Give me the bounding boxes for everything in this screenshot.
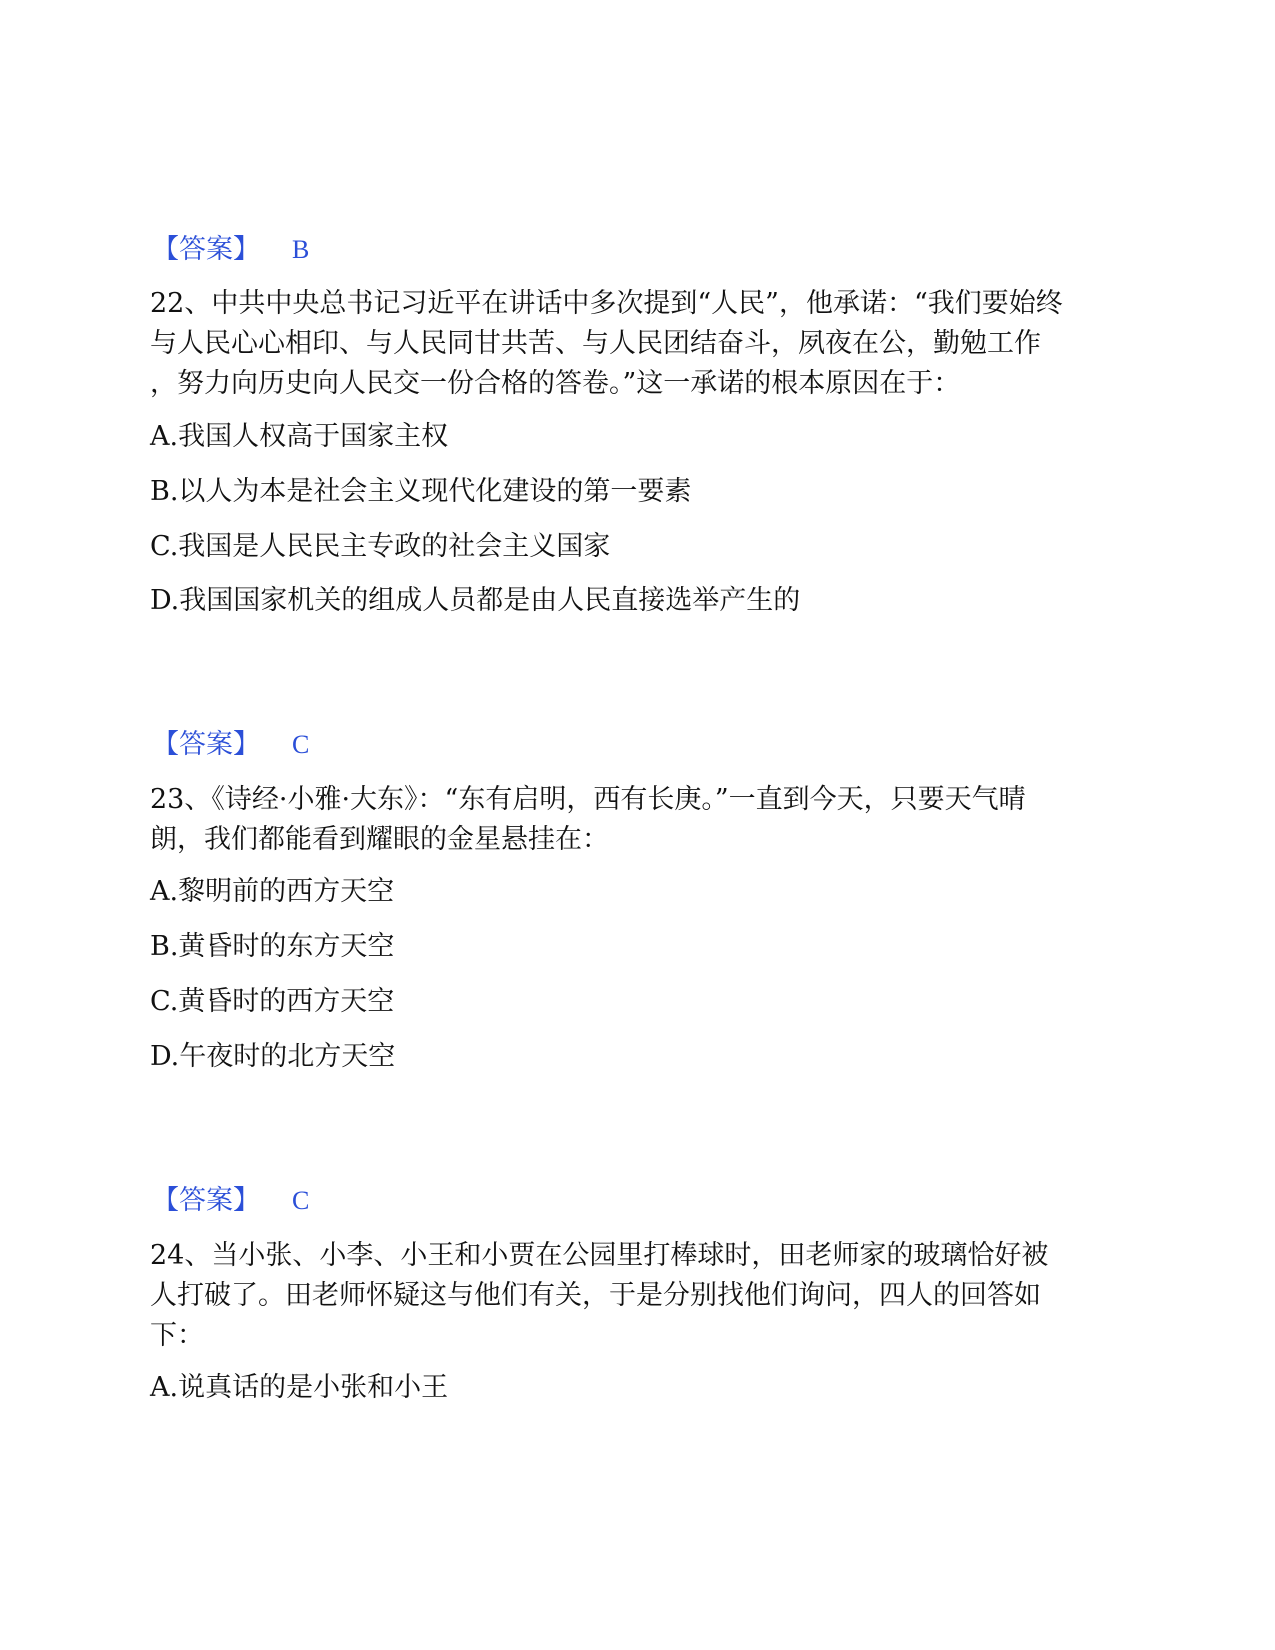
answer-label: 【答案】 bbox=[152, 729, 260, 760]
question-line: 朗，我们都能看到耀眼的金星悬挂在： bbox=[150, 824, 609, 855]
question-23-option-b: B.黄昏时的东方天空 bbox=[150, 931, 395, 962]
question-22-option-c: C.我国是人民民主专政的社会主义国家 bbox=[150, 531, 611, 562]
answer-line-q21 bbox=[152, 230, 309, 270]
question-24-option-a: A.说真话的是小张和小王 bbox=[150, 1372, 449, 1403]
answer-line-q22 bbox=[152, 725, 309, 765]
question-22-option-a: A.我国人权高于国家主权 bbox=[150, 421, 449, 452]
answer-value: C bbox=[292, 730, 310, 759]
question-22-option-d: D.我国国家机关的组成人员都是由人民直接选举产生的 bbox=[150, 585, 801, 616]
answer-line-q23 bbox=[152, 1181, 309, 1221]
answer-value: C bbox=[292, 1186, 310, 1215]
answer-value: B bbox=[292, 235, 310, 264]
answer-label: 【答案】 bbox=[152, 234, 260, 265]
question-line: ，努力向历史向人民交一份合格的答卷。”这一承诺的根本原因在于： bbox=[150, 368, 961, 399]
question-23-option-a: A.黎明前的西方天空 bbox=[150, 876, 395, 907]
question-line: 与人民心心相印、与人民同甘共苦、与人民团结奋斗，夙夜在公，勤勉工作 bbox=[150, 328, 1041, 359]
question-line: 22、中共中央总书记习近平在讲话中多次提到“人民”，他承诺：“我们要始终 bbox=[150, 288, 1063, 319]
question-22-option-b: B.以人为本是社会主义现代化建设的第一要素 bbox=[150, 476, 692, 507]
question-22-stem bbox=[150, 284, 1130, 404]
question-24-stem bbox=[150, 1236, 1130, 1356]
question-line: 23、《诗经·小雅·大东》：“东有启明，西有长庚。”一直到今天，只要天气晴 bbox=[150, 784, 1026, 815]
question-line: 24、当小张、小李、小王和小贾在公园里打棒球时，田老师家的玻璃恰好被 bbox=[150, 1240, 1049, 1271]
question-23-option-d: D.午夜时的北方天空 bbox=[150, 1041, 396, 1072]
question-line: 人打破了。田老师怀疑这与他们有关，于是分别找他们询问，四人的回答如 bbox=[150, 1280, 1041, 1311]
question-23-option-c: C.黄昏时的西方天空 bbox=[150, 986, 395, 1017]
question-line: 下： bbox=[150, 1320, 204, 1351]
question-23-stem bbox=[150, 780, 1130, 860]
answer-label: 【答案】 bbox=[152, 1185, 260, 1216]
